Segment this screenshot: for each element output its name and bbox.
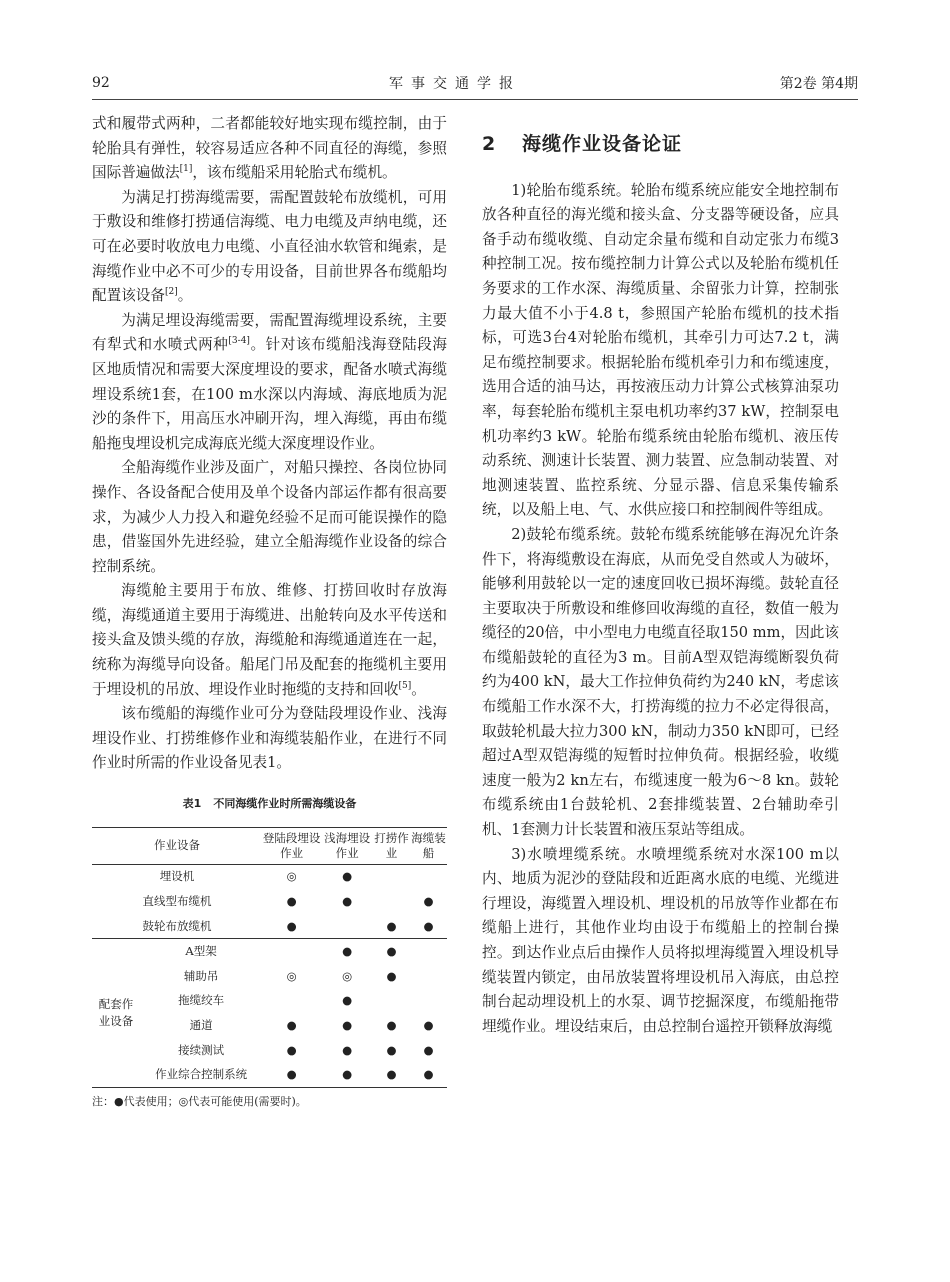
row-label: 拖缆绞车 (178, 993, 225, 1008)
cell: ● (286, 894, 297, 909)
row-label: 通道 (189, 1017, 213, 1032)
row-label: A型架 (140, 939, 262, 964)
paragraph (92, 186, 447, 309)
cell: ● (342, 894, 353, 909)
volume-issue: 第2卷 第4期 (779, 76, 858, 92)
citation: [1] (179, 164, 193, 175)
paragraph: 2)鼓轮布缆系统。鼓轮布缆系统能够在海况允许条件下，将海缆敷设在海底，从而免受自然或人为破坏，能够利用鼓轮以一定的速度回收已损坏海缆。鼓轮直径主要取决于所敷设和维修回收海缆的直径，数值一般为缆径的20倍，中小型电力电缆直径取150 mm，因此该布缆船鼓轮的直径为3 m。目前A型双铠海缆断裂负荷约为400 kN，最大工作拉伸负荷约为240 kN，考虑该布缆船工作水深不大，打捞海缆的拉力不必定得很高，取鼓轮机最大拉力300 kN，制动力350 kN即可，已经超过A型双铠海缆的短暂时拉伸负荷。根据经验，收缆速度一般为2 kn左右，布缆速度一般为6～8 kn。鼓轮布缆系统由1台鼓轮机、2套排缆装置、2台辅助牵引机、1套测力计长装置和液压泵站等组成。 (482, 525, 839, 839)
equipment-table (92, 827, 447, 1088)
group-label-text: 配套作业设备 (98, 997, 134, 1029)
cell: ● (342, 1017, 353, 1032)
table-row (92, 1013, 447, 1038)
paragraph (92, 309, 447, 457)
cell: ● (286, 1017, 297, 1032)
paragraph-text: ，该布缆船采用轮胎式布缆机。 (192, 164, 397, 182)
table-row (92, 864, 447, 889)
cell (373, 864, 410, 889)
table-header-row (92, 827, 447, 864)
cell (410, 939, 447, 964)
cell: ● (423, 894, 434, 909)
cell: ● (386, 1017, 397, 1032)
paragraph-text: 。针对该布缆船浅海登陆段海区地质情况和需要大深度埋设的要求，配备水喷式海缆埋设系统1套，在100 m水深以内海域、海底地质为泥沙的条件下，用高压水冲刷开沟，埋入海缆，再由布缆船拖曳埋设机完成海底光缆大深度埋设作业。 (92, 336, 447, 452)
table-row (92, 889, 447, 914)
running-header (92, 70, 858, 96)
cell (321, 914, 373, 939)
paragraph-text: 为满足埋设海缆需要，需配置海缆埋设系统，主要有犁式和水喷式两种 (92, 311, 447, 354)
paragraph-text: 式和履带式两种，二者都能较好地实现布缆控制，由于轮胎具有弹性，较容易适应各种不同直径的海缆，参照国际普遍做法 (92, 115, 447, 182)
cell: ● (386, 918, 397, 933)
cell: ◎ (342, 968, 353, 983)
cell: ● (386, 1042, 397, 1057)
table-row (92, 914, 447, 939)
row-label: 辅助吊 (183, 968, 219, 983)
journal-title: 军事交通学报 (389, 76, 521, 92)
header-col-4: 海缆装船 (410, 827, 447, 864)
header-rule (92, 99, 858, 100)
header-col-2: 浅海埋设作业 (321, 827, 373, 864)
header-col-3: 打捞作业 (373, 827, 410, 864)
cell: ● (342, 993, 353, 1008)
header-device: 作业设备 (92, 827, 262, 864)
group-label (92, 939, 140, 1088)
table-row (92, 964, 447, 989)
cell: ● (342, 1042, 353, 1057)
cell: ◎ (286, 869, 297, 884)
paragraph-text: 海缆舱主要用于布放、维修、打捞回收时存放海缆，海缆通道主要用于海缆进、出舱转向及水平传送和接头盒及馈头缆的存放，海缆舱和海缆通道连在一起，统称为海缆导向设备。船尾门吊及配套的拖缆机主要用于埋设机的吊放、埋设作业时拖缆的支持和回收 (92, 582, 447, 698)
cell: ◎ (286, 968, 297, 983)
cell: ● (342, 869, 353, 884)
cell: ● (423, 1017, 434, 1032)
row-label: 鼓轮布放缆机 (142, 918, 212, 933)
section-heading (482, 132, 839, 157)
cell: ● (321, 939, 373, 964)
citation: [3-4] (228, 336, 250, 347)
cell: ● (286, 918, 297, 933)
header-col-1: 登陆段埋设作业 (262, 827, 321, 864)
paragraph (92, 112, 447, 186)
cell (410, 964, 447, 989)
cell (373, 989, 410, 1014)
table-number: 表1 (182, 797, 202, 811)
right-column (482, 112, 839, 1039)
table-row (92, 1038, 447, 1063)
row-label: 接续测试 (178, 1042, 225, 1057)
citation: [5] (398, 680, 412, 691)
cell: ● (373, 939, 410, 964)
cell (373, 889, 410, 914)
table-caption (92, 792, 447, 817)
paragraph: 1)轮胎布缆系统。轮胎布缆系统应能安全地控制布放各种直径的海光缆和接头盒、分支器等硬设备，应具备手动布缆收缆、自动定余量布缆和自动定张力布缆3种控制工况。按布缆控制力计算公式以及轮胎布缆机任务要求的工作水深、海缆质量、余留张力计算，控制张力最大值不小于4.8 t，参照国产轮胎布缆机的技术指标，可选3台4对轮胎布缆机，其牵引力可达7.2 t，满足布缆控制要求。根据轮胎布缆机牵引力和布缆速度，选用合适的油马达，再按液压动力计算公式核算油泵功率，每套轮胎布缆机主泵电机功率约37 kW，控制泵电机功率约3 kW。轮胎布缆系统由轮胎布缆机、液压传动系统、测速计长装置、测力装置、应急制动装置、对地测速装置、监控系统、分显示器、信息采集传输系统，以及船上电、气、水供应接口和控制阀件等组成。 (482, 181, 839, 519)
cell: ● (423, 1067, 434, 1082)
paragraph (92, 579, 447, 702)
cell (262, 939, 321, 964)
cell: ● (423, 918, 434, 933)
table-row (92, 1062, 447, 1087)
citation: [2] (164, 287, 178, 298)
cell: ● (342, 1067, 353, 1082)
row-label: 作业综合控制系统 (155, 1067, 248, 1082)
page-number: 92 (92, 75, 110, 91)
table-row (92, 989, 447, 1014)
cell (410, 989, 447, 1014)
paragraph: 全船海缆作业涉及面广，对船只操控、各岗位协同操作、各设备配合使用及单个设备内部运作都有很高要求，为减少人力投入和避免经验不足而可能误操作的隐患，借鉴国外先进经验，建立全船海缆作业设备的综合控制系统。 (92, 459, 447, 575)
table-row (92, 939, 447, 964)
cell: ● (286, 1042, 297, 1057)
left-column (92, 112, 447, 1110)
table-note: 注：●代表使用；◎代表可能使用(需要时)。 (92, 1094, 307, 1108)
paragraph-text: 。 (411, 680, 426, 698)
cell (410, 864, 447, 889)
table-title: 不同海缆作业时所需海缆设备 (213, 797, 357, 811)
paragraph: 该布缆船的海缆作业可分为登陆段埋设作业、浅海埋设作业、打捞维修作业和海缆装船作业，在进行不同作业时所需的作业设备见表1。 (92, 705, 447, 772)
cell: ● (286, 1067, 297, 1082)
section-number: 2 (482, 133, 497, 155)
paragraph-text: 为满足打捞海缆需要，需配置鼓轮布放缆机，可用于敷设和维修打捞通信海缆、电力电缆及声纳电缆，还可在必要时收放电力电缆、小直径油水软管和绳索，是海缆作业中必不可少的专用设备，目前世界各布缆船均配置该设备 (92, 188, 447, 305)
row-label: 埋设机 (159, 869, 195, 884)
cell: ● (386, 968, 397, 983)
section-title: 海缆作业设备论证 (522, 133, 683, 155)
cell: ● (423, 1042, 434, 1057)
paragraph: 3)水喷埋缆系统。水喷埋缆系统对水深100 m以内、地质为泥沙的登陆段和近距离水底的电缆、光缆进行埋设，海缆置入埋设机、埋设机的吊放等作业都在布缆船上进行，其他作业均由设于布缆船上的控制台操控。到达作业点后由操作人员将拟埋海缆置入埋设机导缆装置内锁定，由吊放装置将埋设机吊入海底，由总控制台起动埋设机上的水泵、调节挖掘深度，布缆船拖带埋缆作业。埋设结束后，由总控制台遥控开锁释放海缆 (482, 845, 839, 1035)
cell: ● (386, 1067, 397, 1082)
cell (262, 989, 321, 1014)
paragraph-text: 。 (177, 287, 193, 305)
row-label: 直线型布缆机 (142, 894, 212, 909)
